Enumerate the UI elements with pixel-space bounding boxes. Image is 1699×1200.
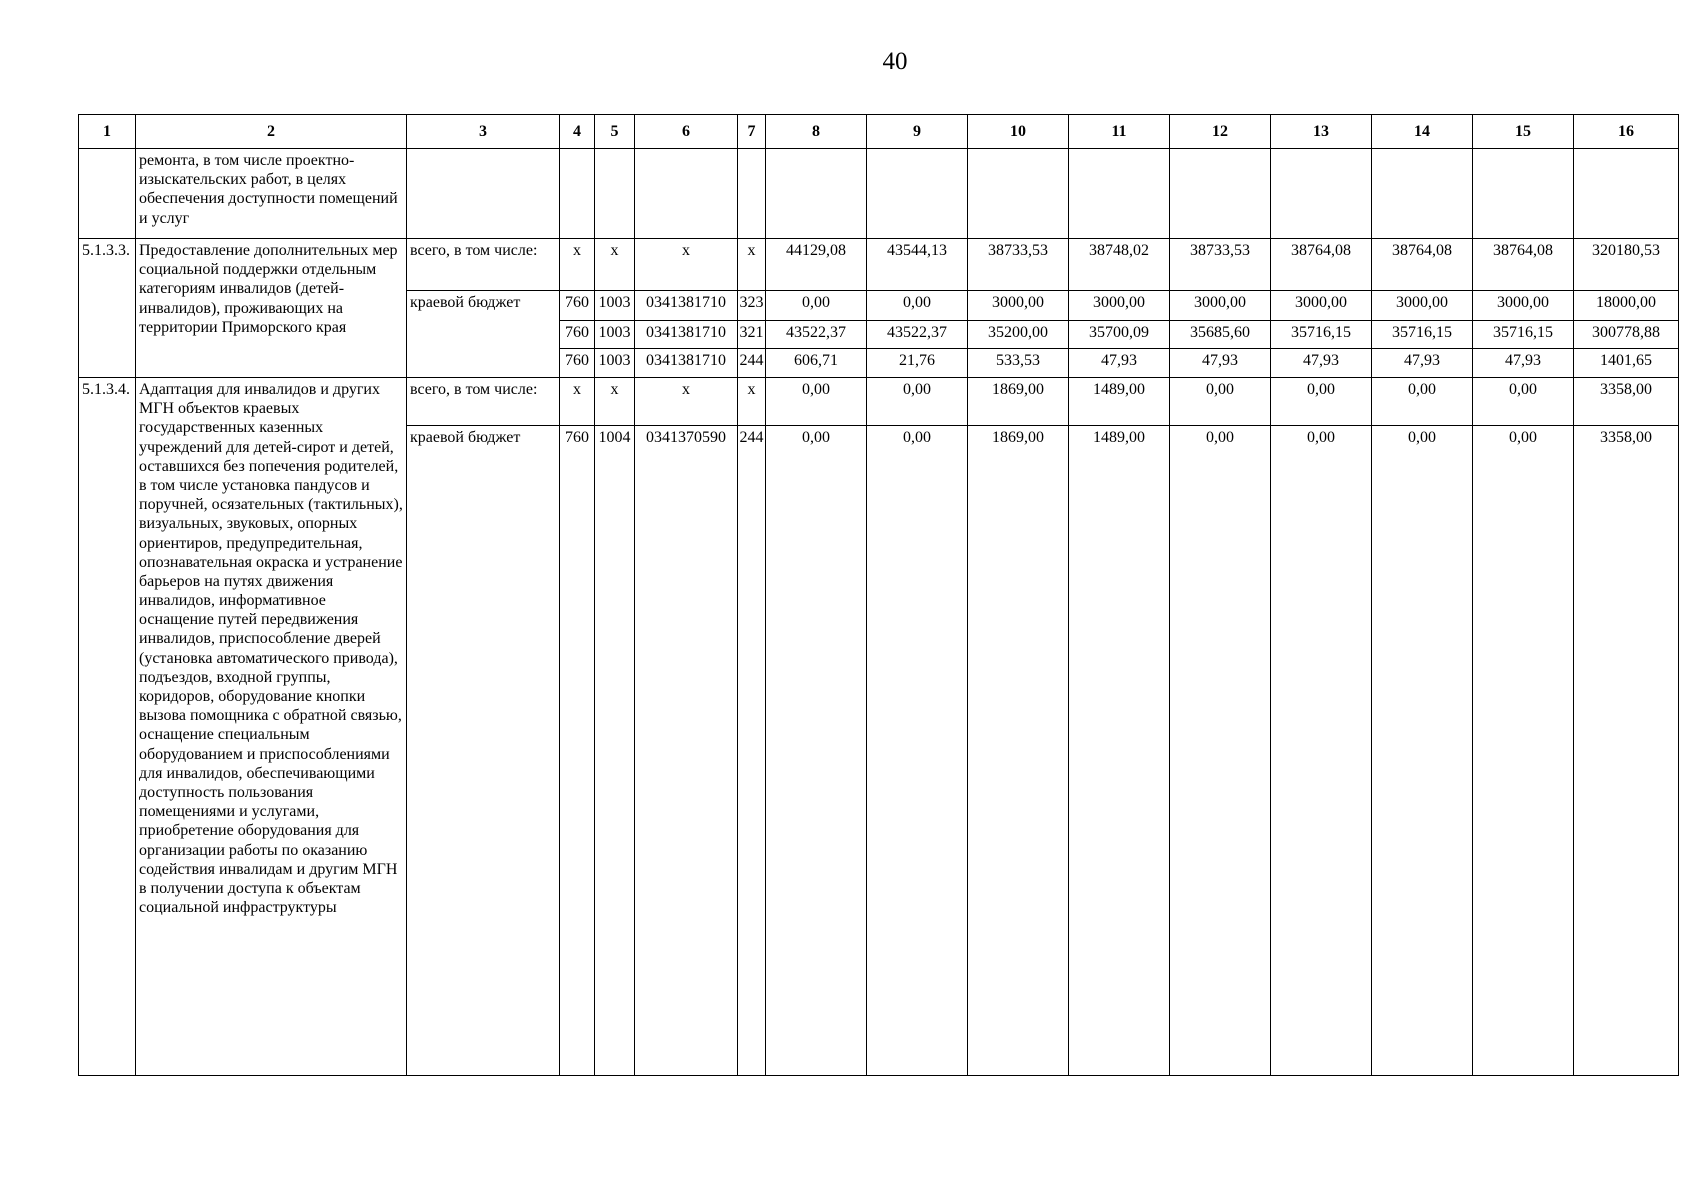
item-id: 5.1.3.3. — [79, 239, 136, 378]
value-cell: 47,93 — [1372, 349, 1473, 378]
value-cell: 0,00 — [766, 291, 867, 321]
value-cell: 35200,00 — [968, 321, 1069, 349]
code-cell — [560, 149, 595, 239]
code-cell: 321 — [738, 321, 766, 349]
code-cell: 0341381710 — [635, 321, 738, 349]
code-cell: x — [560, 378, 595, 426]
page-number: 40 — [882, 48, 908, 75]
value-cell — [1473, 149, 1574, 239]
header-cell: 4 — [560, 115, 595, 149]
code-cell: 1003 — [595, 321, 635, 349]
value-cell: 0,00 — [1170, 426, 1271, 1076]
value-cell: 18000,00 — [1574, 291, 1679, 321]
value-cell: 0,00 — [867, 378, 968, 426]
source-cell — [407, 149, 560, 239]
value-cell: 0,00 — [1473, 426, 1574, 1076]
value-cell: 320180,53 — [1574, 239, 1679, 291]
source-total: всего, в том числе: — [407, 239, 560, 291]
item-description: ремонта, в том числе проектно-изыскательских работ, в целях обеспечения доступности помещений и услуг — [136, 149, 407, 239]
code-cell: 1003 — [595, 349, 635, 378]
code-cell: x — [595, 378, 635, 426]
code-cell: 0341370590 — [635, 426, 738, 1076]
value-cell: 44129,08 — [766, 239, 867, 291]
value-cell: 35716,15 — [1473, 321, 1574, 349]
value-cell: 3358,00 — [1574, 426, 1679, 1076]
header-cell: 16 — [1574, 115, 1679, 149]
value-cell: 1869,00 — [968, 378, 1069, 426]
value-cell: 38764,08 — [1473, 239, 1574, 291]
value-cell — [867, 149, 968, 239]
value-cell: 38764,08 — [1372, 239, 1473, 291]
value-cell: 38764,08 — [1271, 239, 1372, 291]
header-cell: 7 — [738, 115, 766, 149]
value-cell: 3000,00 — [1170, 291, 1271, 321]
code-cell: x — [738, 378, 766, 426]
value-cell: 47,93 — [1069, 349, 1170, 378]
header-cell: 8 — [766, 115, 867, 149]
value-cell: 3000,00 — [1372, 291, 1473, 321]
code-cell: x — [738, 239, 766, 291]
value-cell: 0,00 — [766, 426, 867, 1076]
value-cell: 1489,00 — [1069, 378, 1170, 426]
value-cell: 1489,00 — [1069, 426, 1170, 1076]
item-5133-total-row — [79, 239, 1679, 291]
code-cell: 0341381710 — [635, 349, 738, 378]
source-total: всего, в том числе: — [407, 378, 560, 426]
value-cell: 533,53 — [968, 349, 1069, 378]
item-id-cell — [79, 149, 136, 239]
value-cell: 0,00 — [1170, 378, 1271, 426]
code-cell — [595, 149, 635, 239]
value-cell: 38733,53 — [1170, 239, 1271, 291]
code-cell: 760 — [560, 321, 595, 349]
code-cell: 0341381710 — [635, 291, 738, 321]
header-cell: 11 — [1069, 115, 1170, 149]
code-cell: 760 — [560, 349, 595, 378]
header-cell: 13 — [1271, 115, 1372, 149]
value-cell: 47,93 — [1170, 349, 1271, 378]
item-description: Предоставление дополнительных мер социальной поддержки отдельным категориям инвалидов (детей-инвалидов), проживающих на территории Приморского края — [136, 239, 407, 378]
value-cell: 43522,37 — [766, 321, 867, 349]
source-cell: краевой бюджет — [407, 426, 560, 1076]
value-cell: 38748,02 — [1069, 239, 1170, 291]
value-cell — [1574, 149, 1679, 239]
item-5134-total-row — [79, 378, 1679, 426]
header-cell: 3 — [407, 115, 560, 149]
value-cell — [1170, 149, 1271, 239]
code-cell: x — [635, 239, 738, 291]
value-cell: 3000,00 — [1473, 291, 1574, 321]
value-cell: 300778,88 — [1574, 321, 1679, 349]
code-cell: x — [595, 239, 635, 291]
value-cell — [766, 149, 867, 239]
header-row — [79, 115, 1679, 149]
value-cell: 0,00 — [867, 426, 968, 1076]
value-cell: 606,71 — [766, 349, 867, 378]
code-cell: 760 — [560, 291, 595, 321]
value-cell: 43544,13 — [867, 239, 968, 291]
code-cell — [635, 149, 738, 239]
value-cell: 3358,00 — [1574, 378, 1679, 426]
continuation-row — [79, 149, 1679, 239]
value-cell: 0,00 — [1372, 378, 1473, 426]
value-cell: 0,00 — [766, 378, 867, 426]
value-cell — [1372, 149, 1473, 239]
value-cell: 35700,09 — [1069, 321, 1170, 349]
value-cell — [1069, 149, 1170, 239]
header-cell: 12 — [1170, 115, 1271, 149]
value-cell: 3000,00 — [1271, 291, 1372, 321]
value-cell: 35716,15 — [1271, 321, 1372, 349]
code-cell — [738, 149, 766, 239]
value-cell: 35685,60 — [1170, 321, 1271, 349]
code-cell: 1004 — [595, 426, 635, 1076]
value-cell: 0,00 — [1372, 426, 1473, 1076]
value-cell: 3000,00 — [1069, 291, 1170, 321]
value-cell — [968, 149, 1069, 239]
header-cell: 6 — [635, 115, 738, 149]
header-cell: 1 — [79, 115, 136, 149]
code-cell: 760 — [560, 426, 595, 1076]
header-cell: 2 — [136, 115, 407, 149]
code-cell: x — [560, 239, 595, 291]
value-cell — [1271, 149, 1372, 239]
budget-table — [78, 114, 1679, 1076]
header-cell: 5 — [595, 115, 635, 149]
value-cell: 1869,00 — [968, 426, 1069, 1076]
code-cell: 244 — [738, 349, 766, 378]
header-cell: 15 — [1473, 115, 1574, 149]
value-cell: 38733,53 — [968, 239, 1069, 291]
value-cell: 47,93 — [1271, 349, 1372, 378]
value-cell: 43522,37 — [867, 321, 968, 349]
code-cell: 323 — [738, 291, 766, 321]
header-cell: 9 — [867, 115, 968, 149]
value-cell: 3000,00 — [968, 291, 1069, 321]
code-cell: 244 — [738, 426, 766, 1076]
source-cell: краевой бюджет — [407, 291, 560, 378]
value-cell: 0,00 — [1271, 378, 1372, 426]
header-cell: 14 — [1372, 115, 1473, 149]
item-description: Адаптация для инвалидов и других МГН объектов краевых государственных казенных учреждений для детей-сирот и детей, оставшихся без попечения родителей, в том числе установка пандусов и поручней, осязательных (тактильных), визуальных, звуковых, опорных ориентиров, предупредительная, опознавательная окраска и устранение барьеров на путях движения инвалидов, информативное оснащение путей передвижения инвалидов, приспособление дверей (установка автоматического привода), подъездов, входной группы, коридоров, оборудование кнопки вызова помощника с обратной связью, оснащение специальным оборудованием и приспособлениями для инвалидов, обеспечивающими доступность пользования помещениями и услугами, приобретение оборудования для организации работы по оказанию содействия инвалидам и другим МГН в получении доступа к объектам социальной инфраструктуры — [136, 378, 407, 1076]
value-cell: 0,00 — [867, 291, 968, 321]
value-cell: 0,00 — [1473, 378, 1574, 426]
item-id: 5.1.3.4. — [79, 378, 136, 1076]
value-cell: 0,00 — [1271, 426, 1372, 1076]
code-cell: 1003 — [595, 291, 635, 321]
value-cell: 21,76 — [867, 349, 968, 378]
value-cell: 1401,65 — [1574, 349, 1679, 378]
value-cell: 47,93 — [1473, 349, 1574, 378]
value-cell: 35716,15 — [1372, 321, 1473, 349]
code-cell: x — [635, 378, 738, 426]
header-cell: 10 — [968, 115, 1069, 149]
